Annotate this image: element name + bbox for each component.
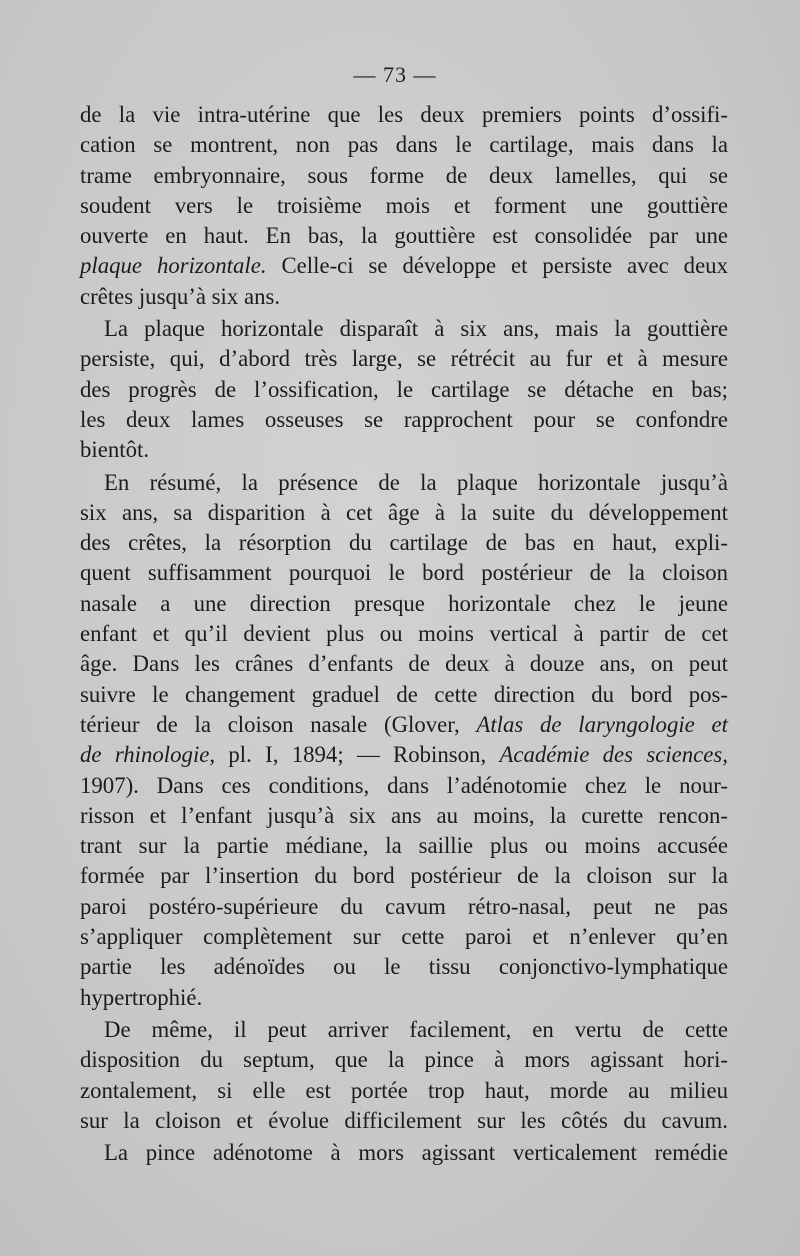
text-line: La plaque horizontale disparaît à six ans, mais la gouttière bbox=[104, 316, 728, 342]
italic-text: Académie des sciences, bbox=[499, 742, 728, 768]
text-line: partie les adénoïdes ou le tissu conjonctivo-lymphatique bbox=[80, 954, 728, 980]
text-line: enfant et qu’il devient plus ou moins vertical à partir de cet bbox=[80, 621, 728, 647]
text-run: térieur de la cloison nasale (Glover, bbox=[80, 711, 477, 737]
italic-text: Atlas de laryngologie et bbox=[476, 711, 728, 737]
text-line: hypertrophié. bbox=[80, 984, 203, 1010]
text-line: nasale a une direction presque horizontale chez le jeune bbox=[80, 590, 728, 616]
text-line: trant sur la partie médiane, la saillie plus ou moins accusée bbox=[80, 833, 728, 859]
text-line: six ans, sa disparition à cet âge à la suite du développement bbox=[80, 499, 728, 525]
text-line: crêtes jusqu’à six ans. bbox=[80, 283, 281, 309]
text-line: 1907). Dans ces conditions, dans l’adénotomie chez le nour- bbox=[80, 772, 728, 798]
text-line: zontalement, si elle est portée trop haut, morde au milieu bbox=[80, 1077, 728, 1103]
text-line: formée par l’insertion du bord postérieur de la cloison sur la bbox=[80, 863, 728, 889]
text-line: trame embryonnaire, sous forme de deux lamelles, qui se bbox=[80, 162, 728, 188]
text-line: de la vie intra-utérine que les deux premiers points d’ossifi- bbox=[80, 102, 728, 127]
text-line: risson et l’enfant jusqu’à six ans au moins, la curette rencon- bbox=[80, 802, 728, 828]
italic-text: de rhinologie, bbox=[80, 742, 216, 768]
italic-text: plaque horizontale. bbox=[80, 253, 267, 279]
text-line: suivre le changement graduel de cette direction du bord pos- bbox=[80, 681, 728, 707]
page-number: — 73 — bbox=[353, 62, 437, 87]
text-line bbox=[80, 251, 728, 281]
text-line: quent suffisamment pourquoi le bord postérieur de la cloison bbox=[80, 560, 728, 586]
text-line: La pince adénotome à mors agissant verticalement remédie bbox=[104, 1140, 728, 1166]
text-line: cation se montrent, non pas dans le cartilage, mais dans la bbox=[80, 132, 728, 158]
text-line: disposition du septum, que la pince à mors agissant hori- bbox=[80, 1047, 728, 1073]
text-line: s’appliquer complètement sur cette paroi et n’enlever qu’en bbox=[80, 924, 728, 950]
text-line: des crêtes, la résorption du cartilage de bas en haut, expli- bbox=[80, 530, 728, 556]
text-line: des progrès de l’ossification, le cartilage se détache en bas; bbox=[80, 376, 728, 402]
text-line: persiste, qui, d’abord très large, se rétrécit au fur et à mesure bbox=[80, 346, 728, 372]
text-line: âge. Dans les crânes d’enfants de deux à douze ans, on peut bbox=[80, 651, 728, 677]
text-line: soudent vers le troisième mois et forment une gouttière bbox=[80, 192, 728, 218]
text-line: les deux lames osseuses se rapprochent pour se confondre bbox=[80, 406, 728, 432]
text-line: sur la cloison et évolue difficilement sur les côtés du cavum. bbox=[80, 1107, 728, 1133]
text-line: De même, il peut arriver facilement, en vertu de cette bbox=[104, 1016, 728, 1042]
text-line: En résumé, la présence de la plaque horizontale jusqu’à bbox=[104, 469, 728, 495]
text-line: ouverte en haut. En bas, la gouttière est consolidée par une bbox=[80, 223, 728, 249]
text-line bbox=[80, 710, 728, 740]
text-line: paroi postéro-supérieure du cavum rétro-nasal, peut ne pas bbox=[80, 893, 728, 919]
text-line: bientôt. bbox=[80, 437, 150, 463]
body-text bbox=[80, 100, 728, 1168]
text-run: pl. I, 1894; — Robinson, bbox=[215, 742, 500, 768]
text-line bbox=[80, 740, 728, 770]
text-run: Celle-ci se développe et persiste avec deux bbox=[266, 253, 728, 279]
